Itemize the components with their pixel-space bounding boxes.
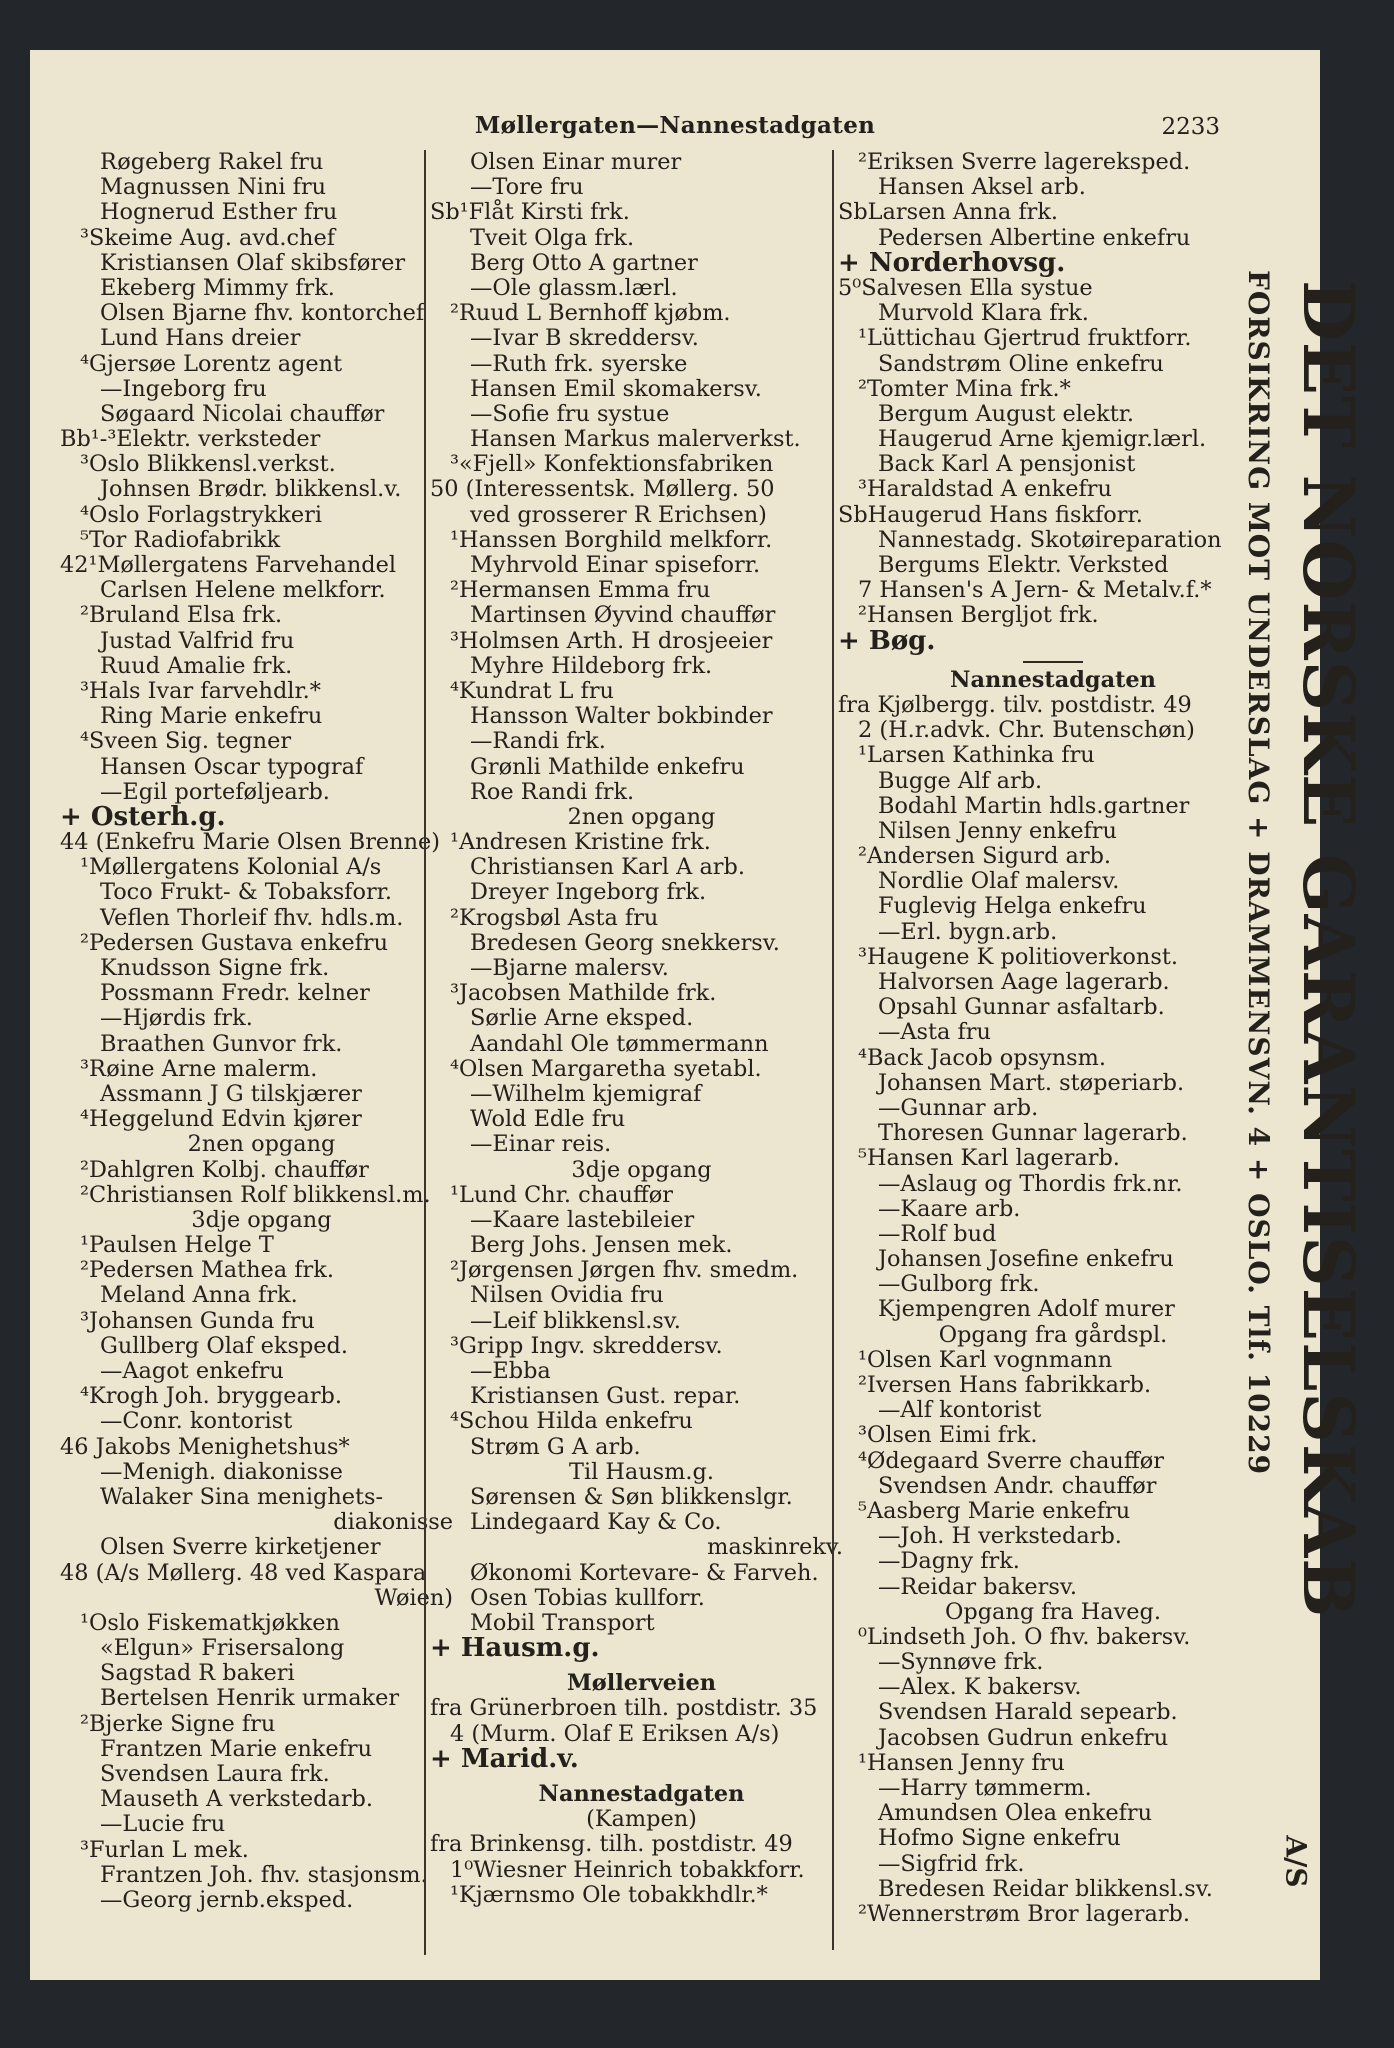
- directory-line: ²Hermansen Emma fru: [450, 577, 711, 604]
- directory-line: Svendsen Laura frk.: [100, 1761, 330, 1787]
- directory-line: Knudsson Signe frk.: [100, 955, 330, 981]
- directory-line: Kjempengren Adolf murer: [878, 1296, 1175, 1323]
- directory-line: SbHaugerud Hans fiskforr.: [838, 501, 1143, 528]
- directory-line: 2nen opgang: [567, 803, 716, 830]
- directory-line: —Erl. bygn.arb.: [878, 918, 1058, 945]
- directory-line: Nannestadg. Skotøireparation: [878, 526, 1222, 553]
- directory-line: Fuglevig Helga enkefru: [878, 893, 1147, 920]
- directory-line: ⁴Schou Hilda enkefru: [450, 1408, 693, 1435]
- directory-line: Assmann J G tilskjærer: [100, 1080, 362, 1107]
- directory-line: ²Krogsbøl Asta fru: [450, 904, 659, 931]
- section-title: Møllerveien: [566, 1670, 717, 1697]
- directory-line: Olsen Einar murer: [470, 149, 682, 175]
- directory-line: ⁵Aasberg Marie enkefru: [858, 1497, 1131, 1524]
- directory-line: —Aslaug og Thordis frk.nr.: [878, 1170, 1183, 1197]
- column-1: [60, 150, 463, 1913]
- page-number: 2233: [1161, 114, 1220, 140]
- directory-line: —Ole glassm.lærl.: [470, 274, 678, 301]
- directory-line: Lund Hans dreier: [100, 325, 301, 352]
- directory-line: ²Dahlgren Kolbj. chauffør: [80, 1156, 369, 1183]
- directory-line: Aandahl Ole tømmermann: [470, 1030, 769, 1057]
- directory-line: Magnussen Nini fru: [100, 174, 327, 201]
- directory-line: Wold Edle fru: [470, 1106, 626, 1133]
- directory-line: ³Holmsen Arth. H drosjeeier: [450, 627, 773, 654]
- directory-line: Frantzen Joh. fhv. stasjonsm.: [100, 1861, 428, 1888]
- directory-line: ²Wennerstrøm Bror lagerarb.: [858, 1900, 1190, 1927]
- directory-line: —Aagot enkefru: [100, 1358, 284, 1384]
- directory-line: maskinrekv.: [707, 1534, 843, 1561]
- directory-line: ³Oslo Blikkensl.verkst.: [80, 451, 336, 478]
- directory-line: Hofmo Signe enkefru: [878, 1825, 1121, 1852]
- directory-line: fra Grünerbroen tilh. postdistr. 35: [430, 1695, 818, 1722]
- directory-line: ²Hansen Bergljot frk.: [858, 602, 1099, 629]
- directory-line: Back Karl A pensjonist: [878, 451, 1136, 478]
- directory-line: ³Olsen Eimi frk.: [858, 1422, 1038, 1449]
- directory-line: Bb¹-³Elektr. verksteder: [60, 426, 321, 453]
- directory-line: Justad Valfrid fru: [100, 627, 295, 654]
- directory-line: Pedersen Albertine enkefru: [878, 224, 1191, 251]
- directory-line: Økonomi Kortevare- & Farveh.: [470, 1559, 819, 1586]
- directory-line: Amundsen Olea enkefru: [878, 1800, 1152, 1827]
- directory-line: ⁴Gjersøe Lorentz agent: [80, 350, 343, 377]
- directory-line: Johnsen Brødr. blikkensl.v.: [100, 476, 402, 503]
- directory-line: ²Christiansen Rolf blikkensl.m.: [80, 1181, 431, 1208]
- directory-line: ⁴Heggelund Edvin kjører: [80, 1106, 362, 1133]
- directory-line: ⁴Kundrat L fru: [450, 677, 614, 704]
- directory-line: Hansen Aksel arb.: [878, 174, 1086, 201]
- directory-line: Kristiansen Gust. repar.: [470, 1383, 741, 1410]
- directory-line: ⁴Back Jacob opsynsm.: [858, 1044, 1107, 1071]
- directory-line: ¹Paulsen Helge T: [80, 1232, 274, 1259]
- directory-line: ²Bjerke Signe fru: [80, 1710, 276, 1737]
- directory-line: ²Jørgensen Jørgen fhv. smedm.: [450, 1257, 799, 1284]
- page-title: Møllergaten—Nannestadgaten: [474, 112, 876, 139]
- directory-line: + Norderhovsg.: [838, 247, 1066, 278]
- directory-line: Sandstrøm Oline enkefru: [878, 350, 1164, 377]
- directory-line: Røgeberg Rakel fru: [100, 149, 324, 175]
- directory-line: 44 (Enkefru Marie Olsen Brenne): [60, 829, 440, 856]
- directory-line: Murvold Klara frk.: [878, 300, 1089, 327]
- directory-line: 3dje opgang: [571, 1156, 712, 1183]
- column-3: [832, 150, 1268, 1950]
- directory-line: Jacobsen Gudrun enkefru: [878, 1724, 1169, 1751]
- directory-line: Veflen Thorleif fhv. hdls.m.: [100, 904, 404, 931]
- directory-line: Gullberg Olaf eksped.: [100, 1332, 348, 1359]
- directory-line: ²Andersen Sigurd arb.: [858, 843, 1112, 870]
- directory-line: ⁵Tor Radiofabrikk: [80, 526, 281, 553]
- side-advertisement: [1240, 270, 1370, 1900]
- directory-line: ³Hals Ivar farvehdlr.*: [80, 677, 321, 704]
- directory-line: ¹Hansen Jenny fru: [858, 1749, 1065, 1776]
- directory-line: ³Jacobsen Mathilde frk.: [450, 980, 717, 1007]
- directory-line: Sb¹Flåt Kirsti frk.: [430, 199, 630, 226]
- directory-line: Sagstad R bakeri: [100, 1660, 295, 1687]
- directory-line: Bergums Elektr. Verksted: [878, 552, 1169, 578]
- directory-line: Frantzen Marie enkefru: [100, 1735, 373, 1762]
- directory-line: —Randi frk.: [470, 728, 606, 755]
- directory-line: Ekeberg Mimmy frk.: [100, 274, 335, 301]
- directory-line: Dreyer Ingeborg frk.: [470, 879, 707, 906]
- directory-line: + Bøg.: [838, 625, 936, 656]
- directory-line: —Ingeborg fru: [100, 375, 267, 402]
- directory-line: ¹Kjærnsmo Ole tobakkhdlr.*: [450, 1881, 768, 1908]
- directory-line: 3dje opgang: [191, 1206, 332, 1233]
- directory-line: —Ebba: [470, 1358, 551, 1384]
- directory-line: Opsahl Gunnar asfaltarb.: [878, 994, 1165, 1021]
- directory-line: Martinsen Øyvind chauffør: [470, 602, 776, 629]
- directory-line: —Kaare arb.: [878, 1195, 1021, 1222]
- directory-line: ²Bruland Elsa frk.: [80, 602, 283, 629]
- directory-line: Bergum August elektr.: [878, 400, 1135, 427]
- directory-line: Kristiansen Olaf skibsfører: [100, 249, 406, 276]
- directory-line: ved grosserer R Erichsen): [470, 501, 767, 528]
- directory-line: —Ruth frk. syerske: [470, 350, 688, 377]
- directory-line: Nilsen Ovidia fru: [470, 1282, 664, 1309]
- directory-line: —Reidar bakersv.: [878, 1573, 1077, 1600]
- directory-line: Johansen Josefine enkefru: [878, 1246, 1174, 1273]
- directory-line: ¹Lüttichau Gjertrud fruktforr.: [858, 325, 1192, 352]
- ad-suffix: A/S: [1279, 1835, 1313, 1888]
- directory-line: fra Kjølbergg. tilv. postdistr. 49: [838, 691, 1192, 718]
- directory-line: 46 Jakobs Menighetshus*: [60, 1433, 350, 1460]
- directory-line: fra Brinkensg. tilh. postdistr. 49: [430, 1831, 793, 1858]
- directory-line: ²Iversen Hans fabrikkarb.: [858, 1372, 1152, 1398]
- directory-line: ³Skeime Aug. avd.chef: [80, 224, 335, 251]
- section-title: Nannestadgaten: [538, 1781, 745, 1807]
- directory-line: —Rolf bud: [878, 1220, 997, 1247]
- directory-line: diakonisse: [333, 1509, 453, 1536]
- directory-line: ¹Oslo Fiskematkjøkken: [80, 1609, 340, 1636]
- directory-line: Roe Randi frk.: [470, 778, 635, 805]
- directory-line: Toco Frukt- & Tobaksforr.: [100, 879, 393, 906]
- directory-line: —Harry tømmerm.: [878, 1775, 1092, 1801]
- directory-line: Sørlie Arne eksped.: [470, 1005, 694, 1032]
- directory-line: Mobil Transport: [470, 1609, 655, 1636]
- directory-line: Ring Marie enkefru: [100, 703, 323, 730]
- section-title: Nannestadgaten: [950, 666, 1156, 693]
- directory-line: ²Eriksen Sverre lagereksped.: [858, 149, 1191, 175]
- directory-line: Johansen Mart. støperiarb.: [878, 1069, 1185, 1096]
- directory-line: 1⁰Wiesner Heinrich tobakkforr.: [450, 1856, 805, 1883]
- directory-line: (Kampen): [586, 1806, 697, 1833]
- directory-line: ³Haraldstad A enkefru: [858, 476, 1112, 503]
- directory-line: Myhre Hildeborg frk.: [470, 652, 713, 679]
- directory-line: + Marid.v.: [430, 1743, 579, 1774]
- directory-line: Mauseth A verkstedarb.: [100, 1786, 374, 1813]
- directory-line: Olsen Sverre kirketjener: [100, 1534, 381, 1561]
- directory-line: Hansson Walter bokbinder: [470, 703, 773, 730]
- directory-line: ³Johansen Gunda fru: [80, 1307, 315, 1334]
- directory-line: Possmann Fredr. kelner: [100, 980, 370, 1007]
- directory-line: Til Hausm.g.: [569, 1458, 714, 1485]
- directory-line: ⁴Sveen Sig. tegner: [80, 728, 292, 755]
- directory-line: ³Røine Arne malerm.: [80, 1055, 318, 1082]
- directory-line: Halvorsen Aage lagerarb.: [878, 969, 1170, 995]
- directory-line: Lindegaard Kay & Co.: [470, 1509, 722, 1536]
- directory-line: ⁴Krogh Joh. bryggearb.: [80, 1383, 342, 1410]
- directory-line: Berg Otto A gartner: [470, 249, 698, 276]
- directory-line: —Alex. K bakersv.: [878, 1674, 1082, 1701]
- directory-line: Strøm G A arb.: [470, 1433, 641, 1460]
- directory-line: —Menigh. diakonisse: [100, 1458, 343, 1485]
- directory-line: —Ivar B skreddersv.: [470, 325, 699, 352]
- directory-line: Hansen Markus malerverkst.: [470, 426, 801, 453]
- ad-tagline: FORSIKRING MOT UNDERSLAG + DRAMMENSVN. 4 + OSLO. Tlf. 10229: [1242, 270, 1275, 1476]
- directory-line: —Conr. kontorist: [100, 1408, 293, 1435]
- directory-line: —Sigfrid frk.: [878, 1850, 1025, 1877]
- directory-line: Søgaard Nicolai chauffør: [100, 400, 385, 427]
- directory-line: —Lucie fru: [100, 1811, 226, 1838]
- directory-line: Myhrvold Einar spiseforr.: [470, 552, 761, 578]
- directory-line: ²Ruud L Bernhoff kjøbm.: [450, 300, 731, 327]
- directory-line: Braathen Gunvor frk.: [100, 1030, 343, 1057]
- directory-line: 50 (Interessentsk. Møllerg. 50: [430, 476, 775, 503]
- directory-line: —Alf kontorist: [878, 1397, 1042, 1424]
- directory-line: —Asta fru: [878, 1019, 991, 1046]
- directory-line: Svendsen Andr. chauffør: [878, 1472, 1157, 1499]
- page-header: [30, 112, 1320, 142]
- directory-line: —Kaare lastebileier: [470, 1206, 695, 1233]
- directory-line: ¹Larsen Kathinka fru: [858, 742, 1095, 769]
- directory-line: Thoresen Gunnar lagerarb.: [878, 1120, 1188, 1147]
- directory-line: ¹Andresen Kristine frk.: [450, 829, 711, 856]
- directory-line: Nordlie Olaf malersv.: [878, 868, 1120, 895]
- directory-line: ³Furlan L mek.: [80, 1836, 249, 1863]
- directory-line: Nilsen Jenny enkefru: [878, 817, 1117, 844]
- directory-line: Bodahl Martin hdls.gartner: [878, 792, 1190, 819]
- directory-line: Bredesen Reidar blikkensl.sv.: [878, 1875, 1213, 1902]
- directory-line: —Gulborg frk.: [878, 1271, 1040, 1298]
- directory-line: ³Gripp Ingv. skreddersv.: [450, 1332, 723, 1359]
- directory-line: ¹Lund Chr. chauffør: [450, 1181, 673, 1208]
- directory-line: ²Pedersen Mathea frk.: [80, 1257, 334, 1284]
- directory-line: Opgang fra Haveg.: [945, 1598, 1161, 1625]
- directory-line: Olsen Bjarne fhv. kontorchef: [100, 300, 425, 327]
- directory-line: 2 (H.r.advk. Chr. Butenschøn): [858, 717, 1195, 744]
- directory-line: Grønli Mathilde enkefru: [470, 753, 745, 780]
- directory-line: ²Pedersen Gustava enkefru: [80, 929, 389, 956]
- directory-line: —Bjarne malersv.: [470, 955, 669, 981]
- directory-line: Hansen Oscar typograf: [100, 753, 364, 780]
- directory-line: 4 (Murm. Olaf E Eriksen A/s): [450, 1720, 780, 1747]
- directory-line: 5⁰Salvesen Ella systue: [838, 274, 1093, 301]
- divider: [838, 654, 1268, 668]
- directory-line: Bertelsen Henrik urmaker: [100, 1685, 400, 1712]
- directory-line: Wøien): [374, 1584, 453, 1611]
- directory-line: —Dagny frk.: [878, 1548, 1020, 1575]
- ad-company-name: DET NORSKE GARANTISELSKAB: [1287, 280, 1370, 1619]
- directory-line: «Elgun» Frisersalong: [100, 1635, 345, 1662]
- directory-line: 7 Hansen's A Jern- & Metalv.f.*: [858, 577, 1212, 604]
- directory-line: ⁴Oslo Forlagstrykkeri: [80, 501, 323, 528]
- directory-line: Tveit Olga frk.: [470, 224, 635, 251]
- directory-line: ⁴Olsen Margaretha syetabl.: [450, 1055, 762, 1082]
- directory-line: —Joh. H verkstedarb.: [878, 1523, 1122, 1550]
- directory-line: Christiansen Karl A arb.: [470, 854, 745, 881]
- directory-line: Hognerud Esther fru: [100, 199, 338, 226]
- directory-line: Walaker Sina menighets-: [100, 1483, 384, 1510]
- directory-line: ⁰Lindseth Joh. O fhv. bakersv.: [858, 1623, 1191, 1650]
- directory-line: 48 (A/s Møllerg. 48 ved Kaspara: [60, 1559, 427, 1586]
- directory-line: Svendsen Harald sepearb.: [878, 1699, 1178, 1726]
- directory-line: —Sofie fru systue: [470, 400, 670, 427]
- directory-line: ⁵Hansen Karl lagerarb.: [858, 1145, 1120, 1172]
- directory-line: Berg Johs. Jensen mek.: [470, 1232, 733, 1259]
- directory-line: —Wilhelm kjemigraf: [470, 1080, 702, 1107]
- directory-line: ¹Hanssen Borghild melkforr.: [450, 526, 773, 553]
- directory-line: Opgang fra gårdspl.: [938, 1321, 1168, 1348]
- directory-line: 2nen opgang: [187, 1131, 336, 1158]
- directory-line: —Egil porteføljearb.: [100, 778, 330, 805]
- directory-line: 42¹Møllergatens Farvehandel: [60, 552, 397, 578]
- directory-line: Bugge Alf arb.: [878, 767, 1043, 794]
- directory-line: —Gunnar arb.: [878, 1094, 1039, 1121]
- directory-line: Osen Tobias kullforr.: [470, 1584, 705, 1611]
- directory-line: ³Haugene K politioverkonst.: [858, 943, 1178, 970]
- directory-line: —Synnøve frk.: [878, 1649, 1044, 1676]
- directory-line: Meland Anna frk.: [100, 1282, 298, 1309]
- directory-line: + Osterh.g.: [60, 801, 226, 832]
- directory-line: Carlsen Helene melkforr.: [100, 577, 386, 604]
- directory-line: —Einar reis.: [470, 1131, 612, 1158]
- directory-line: + Hausm.g.: [430, 1633, 600, 1664]
- directory-line: Sørensen & Søn blikkenslgr.: [470, 1483, 793, 1510]
- directory-page: [30, 50, 1370, 1980]
- directory-line: Ruud Amalie frk.: [100, 652, 293, 679]
- directory-line: —Georg jernb.eksped.: [100, 1886, 354, 1913]
- column-2: [424, 150, 853, 1955]
- directory-line: ³«Fjell» Konfektionsfabriken: [450, 451, 774, 478]
- directory-line: Haugerud Arne kjemigr.lærl.: [878, 426, 1207, 453]
- directory-line: —Leif blikkensl.sv.: [470, 1307, 681, 1334]
- directory-line: —Hjørdis frk.: [100, 1005, 253, 1032]
- directory-line: ²Tomter Mina frk.*: [858, 375, 1071, 402]
- directory-line: ¹Møllergatens Kolonial A/s: [80, 854, 382, 881]
- directory-line: ¹Olsen Karl vognmann: [858, 1346, 1113, 1373]
- directory-line: Bredesen Georg snekkersv.: [470, 929, 780, 956]
- directory-line: SbLarsen Anna frk.: [838, 199, 1059, 226]
- directory-line: —Tore fru: [470, 174, 584, 201]
- directory-line: Hansen Emil skomakersv.: [470, 375, 762, 402]
- directory-line: ⁴Ødegaard Sverre chauffør: [858, 1447, 1164, 1474]
